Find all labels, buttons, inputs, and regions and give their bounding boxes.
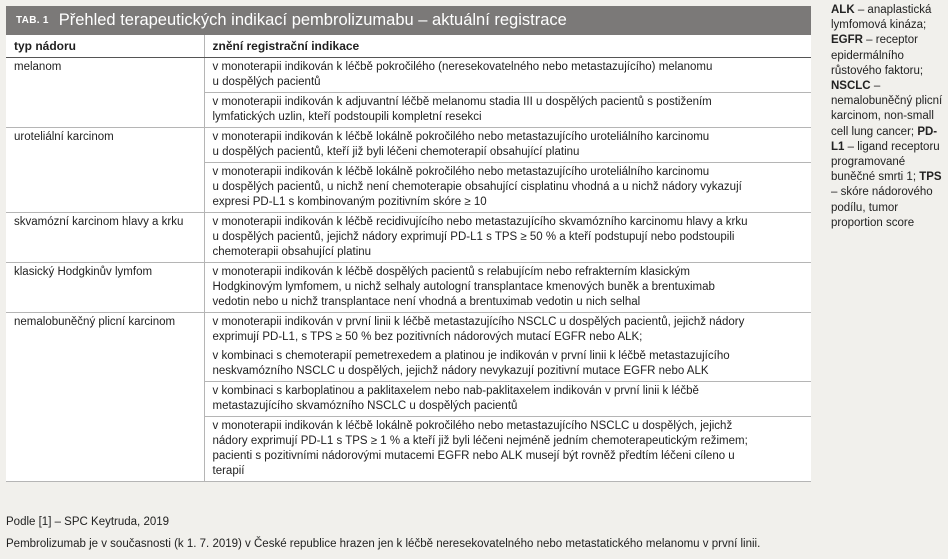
legend-abbr: NSCLC [831,80,871,93]
table-row [6,128,811,163]
tumor-cell: uroteliální karcinom [6,128,204,163]
legend-text: – receptor epidermálního růstového faktoru; [831,34,924,77]
tumor-cell: nemalobuněčný plicní karcinom [6,313,204,348]
column-header-indication: znění registrační indikace [204,35,811,58]
table-row [6,263,811,313]
legend-text: – anaplastická lymfomová kináza; [831,4,932,32]
indications-table [6,35,811,482]
indication-cell: v monoterapii indikován k léčbě pokročilého (neresekovatelného nebo metastazujícího) melanomu u dospělých pacientů [204,58,811,93]
table-header-row [6,35,811,58]
tumor-cell [6,93,204,128]
indication-cell: v monoterapii indikován k léčbě lokálně pokročilého nebo metastazujícího uroteliálního karcinomu u dospělých pacientů, kteří již byli léčeni chemoterapií obsahující platinu [204,128,811,163]
legend-abbr: ALK [831,4,855,16]
legend-text: – skóre nádorového podílu, tumor proportion score [831,186,933,229]
indication-cell: v monoterapii indikován k léčbě recidivujícího nebo metastazujícího skvamózního karcinomu hlavy a krku u dospělých pacientů, jejichž nádory exprimují PD-L1 s TPS ≥ 50 % a kteří podstupují nebo podstoupili chemoterapii obsahující platinu [204,213,811,263]
table-row [6,58,811,93]
legend-entry [831,4,931,31]
indication-cell: v kombinaci s chemoterapií pemetrexedem a platinou je indikován v první linii k léčbě metastazujícího neskvamózního NSCLC u dospělých, jejichž nádory nevykazují pozitivní mutace EGFR nebo ALK [204,347,811,382]
indication-cell: v monoterapii indikován k adjuvantní léčbě melanomu stadia III u dospělých pacientů s postižením lymfatických uzlin, kteří podstoupili kompletní resekci [204,93,811,128]
legend-abbr: TPS [919,171,942,184]
indication-cell: v monoterapii indikován v první linii k léčbě metastazujícího NSCLC u dospělých pacientů, jejichž nádory exprimují PD-L1, s TPS ≥ 50 % bez pozitivních nádorových mutací EGFR nebo ALK; [212,316,745,343]
legend-entry [831,34,923,76]
indications-table-panel [6,6,811,500]
tumor-cell [6,417,204,482]
table-row [6,313,811,348]
tumor-cell: melanom [6,58,204,93]
legend-abbr: EGFR [831,34,863,47]
tumor-cell: klasický Hodgkinův lymfom [6,263,204,313]
table-header-bar [6,6,811,35]
table-row [6,417,811,482]
tumor-cell [6,347,204,382]
indication-cell: v monoterapii indikován k léčbě lokálně pokročilého nebo metastazujícího NSCLC u dospělých, jejichž nádory exprimují PD-L1 s TPS ≥ 1 % a kteří již byli léčeni nejméně jedním chemoterapeutickým režimem; pacienti s pozitivními nádorovými mutacemi EGFR nebo ALK musejí být rovněž předtím léčeni cíleno u terapií [204,417,811,482]
source-footnote: Podle [1] – SPC Keytruda, 2019 [6,516,170,528]
table-row [6,93,811,128]
table-label: TAB. 1 [16,15,49,26]
indication-cell: v kombinaci s karboplatinou a paklitaxelem nebo nab-paklitaxelem indikován v první linii k léčbě metastazujícího skvamózního NSCLC u dospělých pacientů [204,382,811,417]
table-title: Přehled terapeutických indikací pembrolizumabu – aktuální registrace [58,11,567,29]
legend-text: – ligand receptoru programované buněčné smrti 1; [831,140,940,184]
indication-cell: v monoterapii indikován k léčbě lokálně pokročilého nebo metastazujícího uroteliálního karcinomu u dospělých pacientů, u nichž není chemoterapie obsahující cisplatinu vhodná a u nichž nádory vykazují expresi PD-L1 s kombinovaným pozitivním skóre ≥ 10 [204,163,811,213]
reimbursement-note: Pembrolizumab je v současnosti (k 1. 7. 2019) v České republice hrazen jen k léčbě neresekovatelného nebo metastatického melanomu v první linii. [6,538,761,550]
table-row [6,382,811,417]
legend-text: – nemalobuněčný plicní karcinom, non-small cell lung cancer; [831,80,943,138]
table-row [6,163,811,213]
table-row [6,347,811,382]
tumor-cell [6,163,204,213]
indication-cell: v monoterapii indikován k léčbě dospělých pacientů s relabujícím nebo refrakterním klasickým Hodgkinovým lymfomem, u nichž selhaly autologní transplantace kmenových buněk a brentuximab vedotin nebo u nichž transplantace není vhodná a brentuximab vedotin u nich selhal [204,263,811,313]
tumor-cell [6,382,204,417]
table-row [6,213,811,263]
column-header-tumor: typ nádoru [6,35,204,58]
tumor-cell: skvamózní karcinom hlavy a krku [6,213,204,263]
abbreviation-legend [831,3,943,231]
legend-abbr: PD-L1 [831,125,938,153]
